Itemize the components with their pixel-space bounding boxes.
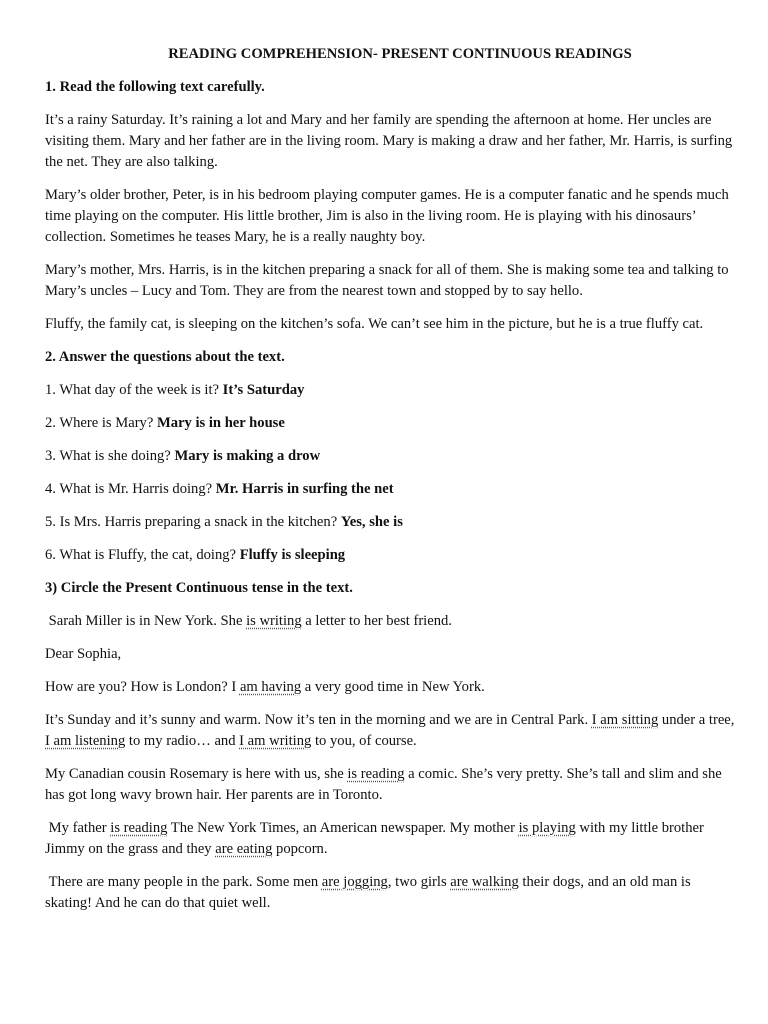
letter-paragraph: My father is reading The New York Times, an American newspaper. My mother is playing with my little brother Jimmy on the grass and they are eating popcorn. <box>45 820 708 857</box>
question: 4. What is Mr. Harris doing? <box>45 481 213 497</box>
story-paragraph: Fluffy, the family cat, is sleeping on the kitchen’s sofa. We can’t see him in the picture, but he is a true fluffy cat. <box>45 316 704 332</box>
answer: Mr. Harris in surfing the net <box>215 481 394 497</box>
question-answer <box>45 512 735 533</box>
letter-paragraph: My Canadian cousin Rosemary is here with us, she is reading a comic. She’s very pretty. She’s tall and slim and she has got long wavy brown hair. Her parents are in Toronto. <box>45 766 722 803</box>
letter-paragraph: How are you? How is London? I am having a very good time in New York. <box>45 679 485 695</box>
question: 5. Is Mrs. Harris preparing a snack in the kitchen? <box>45 514 338 530</box>
section3-heading: 3) Circle the Present Continuous tense in the text. <box>45 580 353 596</box>
underlined-verb: are eating <box>215 841 273 857</box>
question: 2. Where is Mary? <box>45 415 154 431</box>
story-paragraph: Mary’s older brother, Peter, is in his bedroom playing computer games. He is a computer fanatic and he spends much time playing on the computer. His little brother, Jim is also in the living room. He is playing with his dinosaurs’ collection. Sometimes he teases Mary, he is a really naughty boy. <box>45 187 729 245</box>
underlined-verb: is reading <box>110 820 168 836</box>
answer: Mary is in her house <box>157 415 285 431</box>
underlined-verb: I am sitting <box>591 712 659 728</box>
story-paragraph: It’s a rainy Saturday. It’s raining a lot and Mary and her family are spending the afternoon at home. Her uncles are visiting them. Mary and her father are in the living room. Mary is making a draw and her father, Mr. Harris, is surfing the net. They are also talking. <box>45 112 733 170</box>
question-answer <box>45 479 735 500</box>
question-answer <box>45 413 735 434</box>
letter-paragraph: It’s Sunday and it’s sunny and warm. Now it’s ten in the morning and we are in Central Park. I am sitting under a tree, I am listening to my radio… and I am writing to you, of course. <box>45 712 735 749</box>
answer: It’s Saturday <box>222 382 305 398</box>
letter-greeting: Dear Sophia, <box>45 646 122 662</box>
section2-heading: 2. Answer the questions about the text. <box>45 349 285 365</box>
underlined-verb: is playing <box>518 820 576 836</box>
answer: Fluffy is sleeping <box>239 547 346 563</box>
answer: Yes, she is <box>340 514 403 530</box>
underlined-verb: I am listening <box>45 733 126 749</box>
letter-intro: Sarah Miller is in New York. She is writing a letter to her best friend. <box>45 613 452 629</box>
underlined-verb: are walking <box>450 874 519 890</box>
letter-paragraph: There are many people in the park. Some men are jogging, two girls are walking their dogs, and an old man is skating! And he can do that quiet well. <box>45 874 695 911</box>
underlined-verb: are jogging <box>321 874 388 890</box>
question: 6. What is Fluffy, the cat, doing? <box>45 547 237 563</box>
underlined-verb: is writing <box>246 613 302 629</box>
story-paragraph: Mary’s mother, Mrs. Harris, is in the kitchen preparing a snack for all of them. She is making some tea and talking to Mary’s uncles – Lucy and Tom. They are from the nearest town and stopped by to say hello. <box>45 262 729 299</box>
answer: Mary is making a drow <box>174 448 321 464</box>
question: 1. What day of the week is it? <box>45 382 219 398</box>
underlined-verb: is reading <box>347 766 405 782</box>
underlined-verb: I am writing <box>239 733 312 749</box>
document-page <box>45 44 735 926</box>
section1-heading: 1. Read the following text carefully. <box>45 79 265 95</box>
question-answer <box>45 380 735 401</box>
underlined-verb: am having <box>239 679 302 695</box>
question-answer <box>45 446 735 467</box>
question: 3. What is she doing? <box>45 448 171 464</box>
question-answer <box>45 545 735 566</box>
document-title: READING COMPREHENSION- PRESENT CONTINUOUS READINGS <box>168 46 632 62</box>
